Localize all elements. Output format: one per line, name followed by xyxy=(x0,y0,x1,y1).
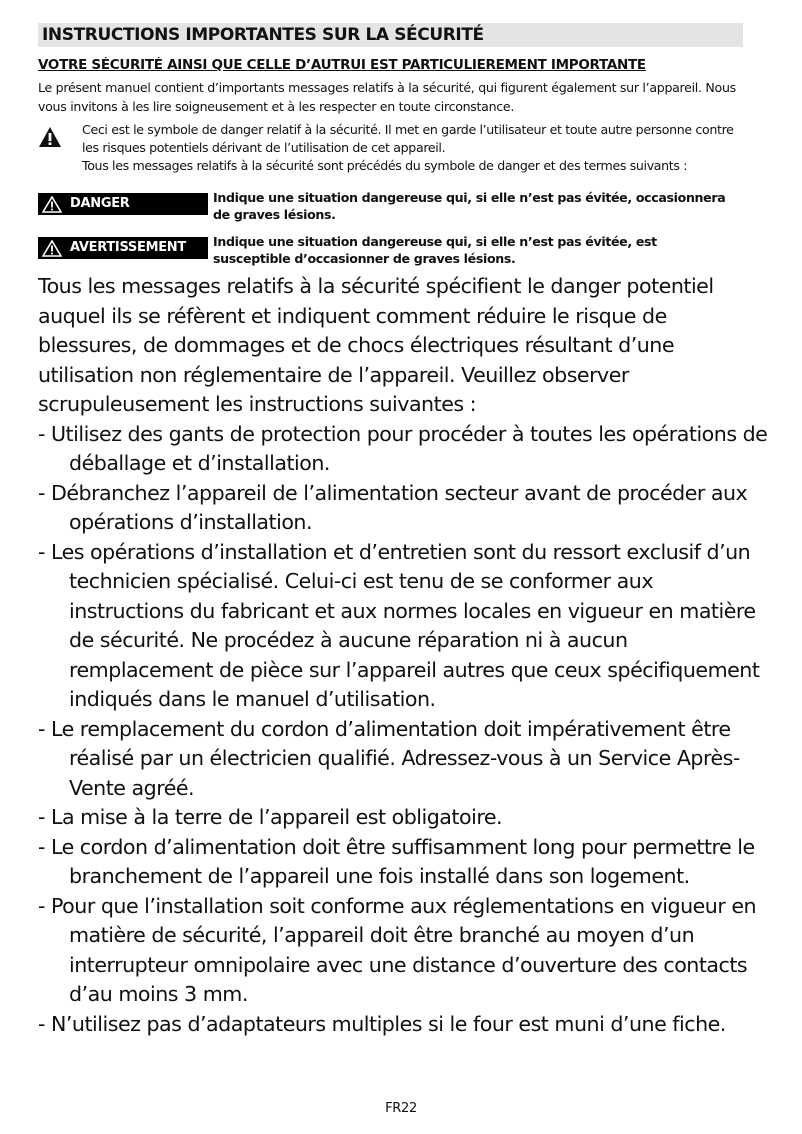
warning-triangle-icon xyxy=(42,240,62,257)
list-item: - Débranchez l’appareil de l’alimentation secteur avant de procéder aux opérations d’installation. xyxy=(38,480,748,534)
list-item: - Pour que l’installation soit conforme aux réglementations en vigueur en matière de sécurité, l’appareil doit être branché au moyen d’un interrupteur omnipolaire avec une distance d’ouverture des contacts d’au moins 3 mm. xyxy=(38,893,757,1006)
instructions-intro: Tous les messages relatifs à la sécurité spécifient le danger potentiel auquel ils se réfèrent et indiquent comment réduire le risque de blessures, de dommages et de chocs électriques résultant d’une utilisation non réglementaire de l’appareil. Veuillez observer scrupuleusement les instructions suivantes : xyxy=(38,274,714,416)
section-title: INSTRUCTIONS IMPORTANTES SUR LA SÉCURITÉ xyxy=(42,25,484,45)
symbol-explanation xyxy=(82,121,752,175)
symbol-line-2: Tous les messages relatifs à la sécurité sont précédés du symbole de danger et des termes suivants : xyxy=(82,158,688,173)
section-subtitle: VOTRE SÉCURITÉ AINSI QUE CELLE D’AUTRUI EST PARTICULIEREMENT IMPORTANTE xyxy=(38,57,646,73)
signal-row-warning xyxy=(38,233,748,273)
warning-label: AVERTISSEMENT xyxy=(70,240,186,255)
warning-triangle-icon xyxy=(42,196,62,213)
list-item: - N’utilisez pas d’adaptateurs multiples si le four est muni d’une fiche. xyxy=(38,1011,726,1036)
list-item: - Le remplacement du cordon d’alimentation doit impérativement être réalisé par un électricien qualifié. Adressez-vous à un Service Après-Vente agréé. xyxy=(38,716,740,800)
warning-description: Indique une situation dangereuse qui, si elle n’est pas évitée, est susceptible d’occasionner de graves lésions. xyxy=(213,234,657,266)
list-item: - Les opérations d’installation et d’entretien sont du ressort exclusif d’un technicien spécialisé. Celui-ci est tenu de se conformer aux instructions du fabricant et aux normes locales en vigueur en matière de sécurité. Ne procédez à aucune réparation ni à aucun remplacement de pièce sur l’appareil autres que ceux spécifiquement indiqués dans le manuel d’utilisation. xyxy=(38,539,760,711)
danger-description: Indique une situation dangereuse qui, si elle n’est pas évitée, occasionnera de graves lésions. xyxy=(213,190,726,222)
section-title-bar xyxy=(38,23,743,47)
list-item: - La mise à la terre de l’appareil est obligatoire. xyxy=(38,805,503,829)
intro-paragraph: Le présent manuel contient d’importants messages relatifs à la sécurité, qui figurent également sur l’appareil. Nous vous invitons à les lire soigneusement et à les respecter en toute circonstance. xyxy=(38,80,736,114)
symbol-line-1: Ceci est le symbole de danger relatif à la sécurité. Il met en garde l’utilisateur et toute autre personne contre les risques potentiels dérivant de l’utilisation de cet appareil. xyxy=(82,122,734,155)
warning-triangle-icon xyxy=(38,126,62,148)
page-number: FR22 xyxy=(385,1101,417,1116)
list-item: - Utilisez des gants de protection pour procéder à toutes les opérations de déballage et d’installation. xyxy=(38,421,768,475)
safety-instructions xyxy=(38,272,768,1039)
danger-label: DANGER xyxy=(70,196,130,211)
signal-row-danger xyxy=(38,189,748,229)
warning-badge xyxy=(38,237,208,259)
list-item: - Le cordon d’alimentation doit être suffisamment long pour permettre le branchement de l’appareil une fois installé dans son logement. xyxy=(38,834,755,888)
danger-badge xyxy=(38,193,208,215)
